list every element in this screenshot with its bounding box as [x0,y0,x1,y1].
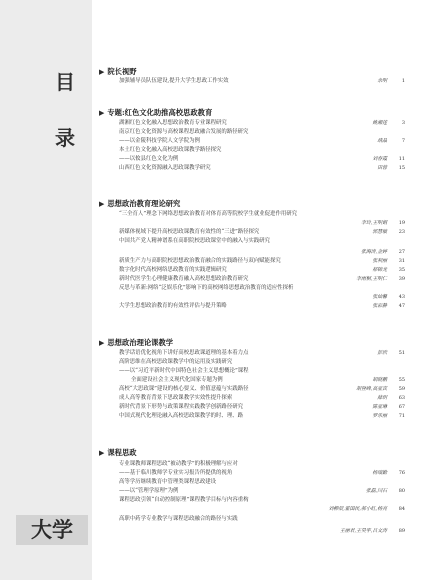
toc-entry-page: 23 [398,229,405,235]
section-title: ▶ 课程思政 [99,448,137,457]
toc-entry-text[interactable]: 高校“大思政课”建设的核心要义、价值意蕴与实践路径 [119,386,249,392]
toc-entry-author: 刘柳辰,霍国民,郝小红,杨亮 [328,506,387,512]
toc-entry-author: 张磊,闫石 [365,488,387,494]
toc-entry-page: 19 [398,220,405,226]
toc-entry-text[interactable]: ——基于临川教师学专业实习报告所提供的视角 [119,470,233,476]
toc-entry-author: 李玲,王明娟 [360,220,387,226]
toc-entry-author: 罗乐丽 [372,413,387,419]
toc-entry-page: 39 [398,276,405,282]
toc-entry-page: 55 [398,377,405,383]
toc-entry-page: 71 [398,413,405,419]
toc-entry-author: 胡登峰,高亚宾 [356,386,387,392]
toc-entry-page: 84 [398,506,405,512]
toc-entry-page: 67 [398,404,405,410]
section-title: ▶ 思想政治理论课教学 [99,338,174,347]
toc-entry-page: 47 [398,303,405,309]
toc-entry-author: 王丽君,王昊宇,吕文涛 [339,528,387,534]
toc-entry-text[interactable]: ——以“习近平新时代中国特色社会主义思想概论”课程 [119,368,249,374]
toc-entry-text[interactable]: ——以金陵科技学院人文学院为例 [119,138,200,144]
left-sidebar [0,0,92,580]
toc-entry-page: 7 [401,138,405,144]
toc-entry-text[interactable]: 加强辅导员队伍建设,提升大学生思政工作实效 [119,78,229,84]
toc-entry-text[interactable]: 新时代背景下形势与政策课程实践教学创新路径研究 [119,404,243,410]
toc-entry-page: 31 [398,258,405,264]
toc-entry-author: 李雨桐,王明仁 [356,276,387,282]
toc-entry-author: 靖晶 [377,138,387,144]
toc-entry-page: 76 [398,470,405,476]
toc-entry-text[interactable]: ——以“管理学原理”为例 [119,488,179,494]
triangle-bullet-icon: ▶ [99,199,105,208]
toc-entry-text[interactable]: ——以攸县红色文化为例 [119,156,179,162]
triangle-bullet-icon: ▶ [99,338,105,347]
toc-entry-author: 刘春霞 [372,156,387,162]
triangle-bullet-icon: ▶ [99,67,105,76]
toc-entry-author: 郝锦龙 [372,267,387,273]
toc-entry-text[interactable]: 新媒体视域下提升高校思政课教育有效性的“三进”路径探究 [119,229,260,235]
toc-entry-text[interactable]: 高阶思维在高校思政课教学中的运用及实践研究 [119,359,233,365]
toc-entry-page: 59 [398,386,405,392]
toc-char-mu: 目 [55,70,75,94]
toc-entry-text[interactable]: 全面建设社会主义现代化国家专题为例 [131,377,223,383]
toc-entry-author: 张灿馨 [372,294,387,300]
toc-entry-author: 陈亚琳 [372,404,387,410]
toc-entry-author: 彭欣 [377,350,387,356]
toc-entry-author: 姚湘莲 [372,120,387,126]
toc-entry-text[interactable]: 山西红色文化资源融入思政课教学研究 [119,165,211,171]
toc-entry-text[interactable]: 本土红色文化融入高校思政课教学路径探究 [119,147,222,153]
toc-entry-page: 80 [398,488,405,494]
toc-entry-author: 胡晓鹏 [372,377,387,383]
triangle-bullet-icon: ▶ [99,108,105,117]
toc-entry-page: 1 [401,78,405,84]
triangle-bullet-icon: ▶ [99,448,105,457]
toc-entry-page: 27 [398,249,405,255]
toc-entry-text[interactable]: 课程思政引领“自动控制原理”课程教学目标与内容重构 [119,497,249,503]
toc-entry-text[interactable]: “三全育人”理念下网络思想政治教育对体育高等院校学生就业促进作用研究 [119,211,298,217]
toc-entry-page: 11 [398,156,405,162]
toc-entry-author: 张利丽 [372,258,387,264]
toc-entry-text[interactable]: 新质生产力与高职院校思想政治教育融合的实践路径与双向赋能探究 [119,258,281,264]
toc-entry-page: 51 [398,350,405,356]
toc-entry-author: 余明 [377,78,387,84]
toc-entry-author: 薛玥 [377,395,387,401]
toc-entry-author: 郭慧敏 [372,229,387,235]
toc-entry-text[interactable]: 教学话语优化视角下讲好高校思政课道理的基本着力点 [119,350,249,356]
toc-entry-author: 田蓉 [377,165,387,171]
section-title: ▶ 专题:红色文化助推高校思政教育 [99,108,213,117]
toc-entry-page: 15 [398,165,405,171]
toc-entry-author: 张彩静 [372,303,387,309]
toc-entry-text[interactable]: 专业课教师课程思政“被动教学”的积极理解与应对 [119,461,238,467]
toc-entry-text[interactable]: 高等学历继续教育中管理类课程思政建设 [119,479,217,485]
toc-entry-text[interactable]: 中国共产党人精神谱系在高职院校思政课堂中的融入与实践研究 [119,238,270,244]
toc-entry-text[interactable]: 大学生思想政治教育的有效性评估与提升策略 [119,303,227,309]
toc-entry-text[interactable]: 新时代医学生心理健康教育融入高校思想政治教育研究 [119,276,249,282]
toc-entry-text[interactable]: 南京红色文化资源与高校课程思政融合发展的路径研究 [119,129,249,135]
toc-entry-page: 35 [398,267,405,273]
toc-entry-author: 杨瑞勤 [372,470,387,476]
toc-entry-text[interactable]: 反思与革新:网络“泛娱乐化”影响下的高校网络思想政治教育的适应性探析 [119,285,294,291]
toc-entry-text[interactable]: 中国式现代化理论融入高校思政课教学的时、理、路 [119,413,243,419]
toc-entry-page: 89 [398,528,405,534]
toc-entry-author: 张海涛,金婷 [360,249,387,255]
section-title: ▶ 思想政治教育理论研究 [99,199,181,208]
toc-char-lu: 录 [55,126,75,150]
brand-logo-text: 大学 [16,515,88,545]
toc-entry-page: 43 [398,294,405,300]
toc-entry-text[interactable]: 湖湘红色文化融入思想政治教育专业课程研究 [119,120,227,126]
toc-entry-text[interactable]: 数字化时代高校网络思政教育的实践逻辑研究 [119,267,227,273]
toc-entry-text[interactable]: 高职中药学专业教学与课程思政融合的路径与实践 [119,516,238,522]
section-title: ▶ 院长视野 [99,67,137,76]
toc-entry-text[interactable]: 成人高等教育背景下思政课教学实效性提升探索 [119,395,233,401]
toc-entry-page: 3 [401,120,405,126]
toc-entry-page: 63 [398,395,405,401]
